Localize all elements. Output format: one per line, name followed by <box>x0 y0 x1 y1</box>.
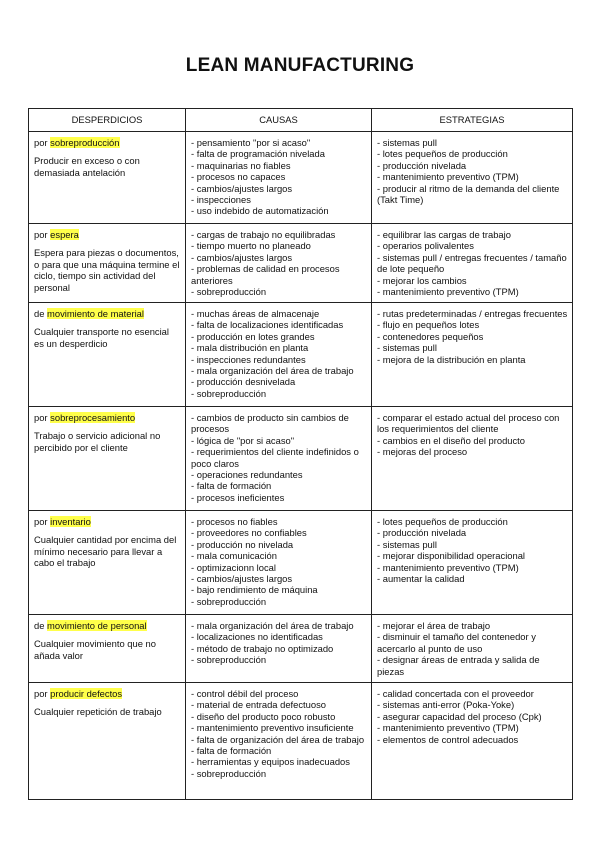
header-causes: CAUSAS <box>186 109 372 132</box>
strategy-item: - producción nivelada <box>377 159 467 171</box>
strategy-item: - producción nivelada <box>377 527 467 539</box>
strategies-list <box>377 229 568 297</box>
waste-prefix: de <box>34 308 45 319</box>
strategy-item: - flujo en pequeños lotes <box>377 319 480 331</box>
strategy-item: - calidad concertada con el proveedor <box>377 688 534 699</box>
waste-name <box>34 516 181 527</box>
header-wastes: DESPERDICIOS <box>29 109 186 132</box>
cause-item: - sobreproducción <box>191 387 267 399</box>
waste-description: Cualquier movimiento que no añada valor <box>34 638 156 661</box>
waste-name <box>34 688 181 699</box>
causes-list <box>191 137 367 217</box>
cause-item: - diseño del producto poco robusto <box>191 710 336 722</box>
cause-item: - control débil del proceso <box>191 688 299 699</box>
causes-list <box>191 516 367 607</box>
waste-cell <box>29 224 186 303</box>
cause-item: - procesos no capaces <box>191 171 286 183</box>
waste-description: Producir en exceso o con demasiada antelación <box>34 155 140 178</box>
waste-cell <box>29 511 186 615</box>
cause-item: - lógica de "por si acaso" <box>191 434 295 446</box>
cause-item: - sobreproducción <box>191 654 267 666</box>
table-row <box>29 407 573 511</box>
waste-name <box>34 620 181 631</box>
cause-item: - operaciones redundantes <box>191 469 303 481</box>
strategies-cell <box>372 511 573 615</box>
causes-list <box>191 229 367 297</box>
waste-highlight: inventario <box>50 516 91 527</box>
strategies-list <box>377 516 568 584</box>
strategy-item: - disminuir el tamaño del contenedor y acercarlo al punto de uso <box>377 631 536 654</box>
cause-item: - herramientas y equipos inadecuados <box>191 756 350 768</box>
cause-item: - sobreproducción <box>191 767 267 779</box>
strategy-item: - asegurar capacidad del proceso (Cpk) <box>377 710 542 722</box>
cause-item: - material de entrada defectuoso <box>191 699 326 711</box>
cause-item: - mala comunicación <box>191 550 277 562</box>
strategy-item: - lotes pequeños de producción <box>377 148 508 160</box>
strategies-cell <box>372 224 573 303</box>
cause-item: - producción desnivelada <box>191 376 296 388</box>
strategies-list <box>377 137 568 205</box>
waste-cell <box>29 683 186 800</box>
table-row <box>29 224 573 303</box>
cause-item: - producción en lotes grandes <box>191 330 315 342</box>
waste-description: Espera para piezas o documentos, o para que una máquina termine el ciclo, tiempo sin actividad del personal <box>34 247 180 293</box>
cause-item: - tiempo muerto no planeado <box>191 240 311 252</box>
strategy-item: - rutas predeterminadas / entregas frecuentes <box>377 308 568 319</box>
cause-item: - proveedores no confiables <box>191 527 307 539</box>
strategy-item: - mantenimiento preventivo (TPM) <box>377 286 519 298</box>
waste-description: Cualquier transporte no esencial es un desperdicio <box>34 326 169 349</box>
strategy-item: - operarios polivalentes <box>377 240 474 252</box>
cause-item: - mala organización del área de trabajo <box>191 365 354 377</box>
causes-list <box>191 688 367 779</box>
waste-highlight: espera <box>50 229 79 240</box>
waste-cell <box>29 303 186 407</box>
cause-item: - procesos ineficientes <box>191 491 285 503</box>
strategy-item: - equilibrar las cargas de trabajo <box>377 229 511 240</box>
waste-description: Cualquier cantidad por encima del mínimo necesario para llevar a cabo el trabajo <box>34 534 177 569</box>
cause-item: - método de trabajo no optimizado <box>191 642 334 654</box>
strategies-list <box>377 308 568 365</box>
table-body <box>29 132 573 800</box>
strategy-item: - sistemas anti-error (Poka-Yoke) <box>377 699 515 711</box>
waste-prefix: por <box>34 516 48 527</box>
cause-item: - falta de organización del área de trabajo <box>191 733 365 745</box>
causes-cell <box>186 615 372 683</box>
cause-item: - problemas de calidad en procesos anteriores <box>191 263 340 286</box>
causes-cell <box>186 303 372 407</box>
strategy-item: - mantenimiento preventivo (TPM) <box>377 722 519 734</box>
causes-list <box>191 412 367 503</box>
strategy-item: - sistemas pull <box>377 342 437 354</box>
strategies-list <box>377 620 568 677</box>
cause-item: - cambios/ajustes largos <box>191 182 293 194</box>
waste-prefix: de <box>34 620 45 631</box>
strategy-item: - mejorar el área de trabajo <box>377 620 491 631</box>
waste-description: Trabajo o servicio adicional no percibido por el cliente <box>34 430 161 453</box>
waste-name <box>34 229 181 240</box>
causes-cell <box>186 224 372 303</box>
strategy-item: - mantenimiento preventivo (TPM) <box>377 171 519 183</box>
waste-highlight: producir defectos <box>50 688 123 699</box>
strategy-item: - mejora de la distribución en planta <box>377 353 526 365</box>
causes-cell <box>186 683 372 800</box>
causes-cell <box>186 407 372 511</box>
header-strategies: ESTRATEGIAS <box>372 109 573 132</box>
strategy-item: - aumentar la calidad <box>377 573 465 585</box>
strategy-item: - mejoras del proceso <box>377 446 468 458</box>
cause-item: - mala organización del área de trabajo <box>191 620 354 631</box>
strategies-cell <box>372 615 573 683</box>
cause-item: - uso indebido de automatización <box>191 205 329 217</box>
waste-prefix: por <box>34 229 48 240</box>
strategy-item: - mejorar disponibilidad operacional <box>377 550 525 562</box>
cause-item: - muchas áreas de almacenaje <box>191 308 320 319</box>
strategy-item: - lotes pequeños de producción <box>377 516 508 527</box>
causes-list <box>191 308 367 399</box>
waste-prefix: por <box>34 412 48 423</box>
table-row <box>29 511 573 615</box>
strategies-list <box>377 412 568 458</box>
waste-cell <box>29 407 186 511</box>
strategies-list <box>377 688 568 745</box>
cause-item: - optimizacionn local <box>191 561 276 573</box>
strategy-item: - elementos de control adecuados <box>377 733 519 745</box>
strategies-cell <box>372 303 573 407</box>
table-row <box>29 683 573 800</box>
cause-item: - localizaciones no identificadas <box>191 631 323 643</box>
page-title: LEAN MANUFACTURING <box>185 55 415 76</box>
table-row <box>29 615 573 683</box>
waste-cell <box>29 615 186 683</box>
cause-item: - falta de localizaciones identificadas <box>191 319 344 331</box>
strategy-item: - producir al ritmo de la demanda del cliente (Takt Time) <box>377 182 560 206</box>
causes-cell <box>186 132 372 224</box>
cause-item: - pensamiento "por si acaso" <box>191 137 311 148</box>
cause-item: - sobreproducción <box>191 595 267 607</box>
causes-list <box>191 620 367 666</box>
table-header-row <box>29 109 573 132</box>
cause-item: - cambios/ajustes largos <box>191 573 293 585</box>
strategy-item: - cambios en el diseño del producto <box>377 434 526 446</box>
strategy-item: - mejorar los cambios <box>377 274 467 286</box>
strategy-item: - contenedores pequeños <box>377 330 484 342</box>
cause-item: - cambios de producto sin cambios de procesos <box>191 412 349 435</box>
cause-item: - producción no nivelada <box>191 538 294 550</box>
cause-item: - maquinarias no fiables <box>191 159 291 171</box>
strategy-item: - sistemas pull <box>377 538 437 550</box>
cause-item: - procesos no fiables <box>191 516 278 527</box>
waste-highlight: sobreprocesamiento <box>50 412 136 423</box>
cause-item: - mantenimiento preventivo insuficiente <box>191 722 354 734</box>
waste-name <box>34 308 181 319</box>
cause-item: - cargas de trabajo no equilibradas <box>191 229 336 240</box>
table-row <box>29 303 573 407</box>
waste-name <box>34 137 181 148</box>
cause-item: - falta de formación <box>191 745 272 757</box>
cause-item: - inspecciones redundantes <box>191 353 306 365</box>
waste-prefix: por <box>34 688 48 699</box>
cause-item: - mala distribución en planta <box>191 342 309 354</box>
waste-highlight: movimiento de personal <box>47 620 147 631</box>
lean-waste-table <box>28 108 573 800</box>
strategy-item: - comparar el estado actual del proceso con los requerimientos del cliente <box>377 412 560 435</box>
strategy-item: - sistemas pull <box>377 137 437 148</box>
cause-item: - falta de programación nivelada <box>191 148 325 160</box>
cause-item: - cambios/ajustes largos <box>191 251 293 263</box>
cause-item: - bajo rendimiento de máquina <box>191 584 318 596</box>
cause-item: - falta de formación <box>191 480 272 492</box>
strategy-item: - sistemas pull / entregas frecuentes / tamaño de lote pequeño <box>377 251 567 275</box>
table-row <box>29 132 573 224</box>
causes-cell <box>186 511 372 615</box>
strategies-cell <box>372 683 573 800</box>
waste-highlight: sobreproducción <box>50 137 120 148</box>
waste-name <box>34 412 181 423</box>
waste-description: Cualquier repetición de trabajo <box>34 706 162 718</box>
strategies-cell <box>372 407 573 511</box>
waste-cell <box>29 132 186 224</box>
waste-prefix: por <box>34 137 48 148</box>
strategy-item: - designar áreas de entrada y salida de piezas <box>377 654 540 677</box>
strategies-cell <box>372 132 573 224</box>
waste-highlight: movimiento de material <box>47 308 144 319</box>
cause-item: - sobreproducción <box>191 286 267 298</box>
strategy-item: - mantenimiento preventivo (TPM) <box>377 561 519 573</box>
cause-item: - inspecciones <box>191 194 251 206</box>
cause-item: - requerimientos del cliente indefinidos o poco claros <box>191 446 359 469</box>
